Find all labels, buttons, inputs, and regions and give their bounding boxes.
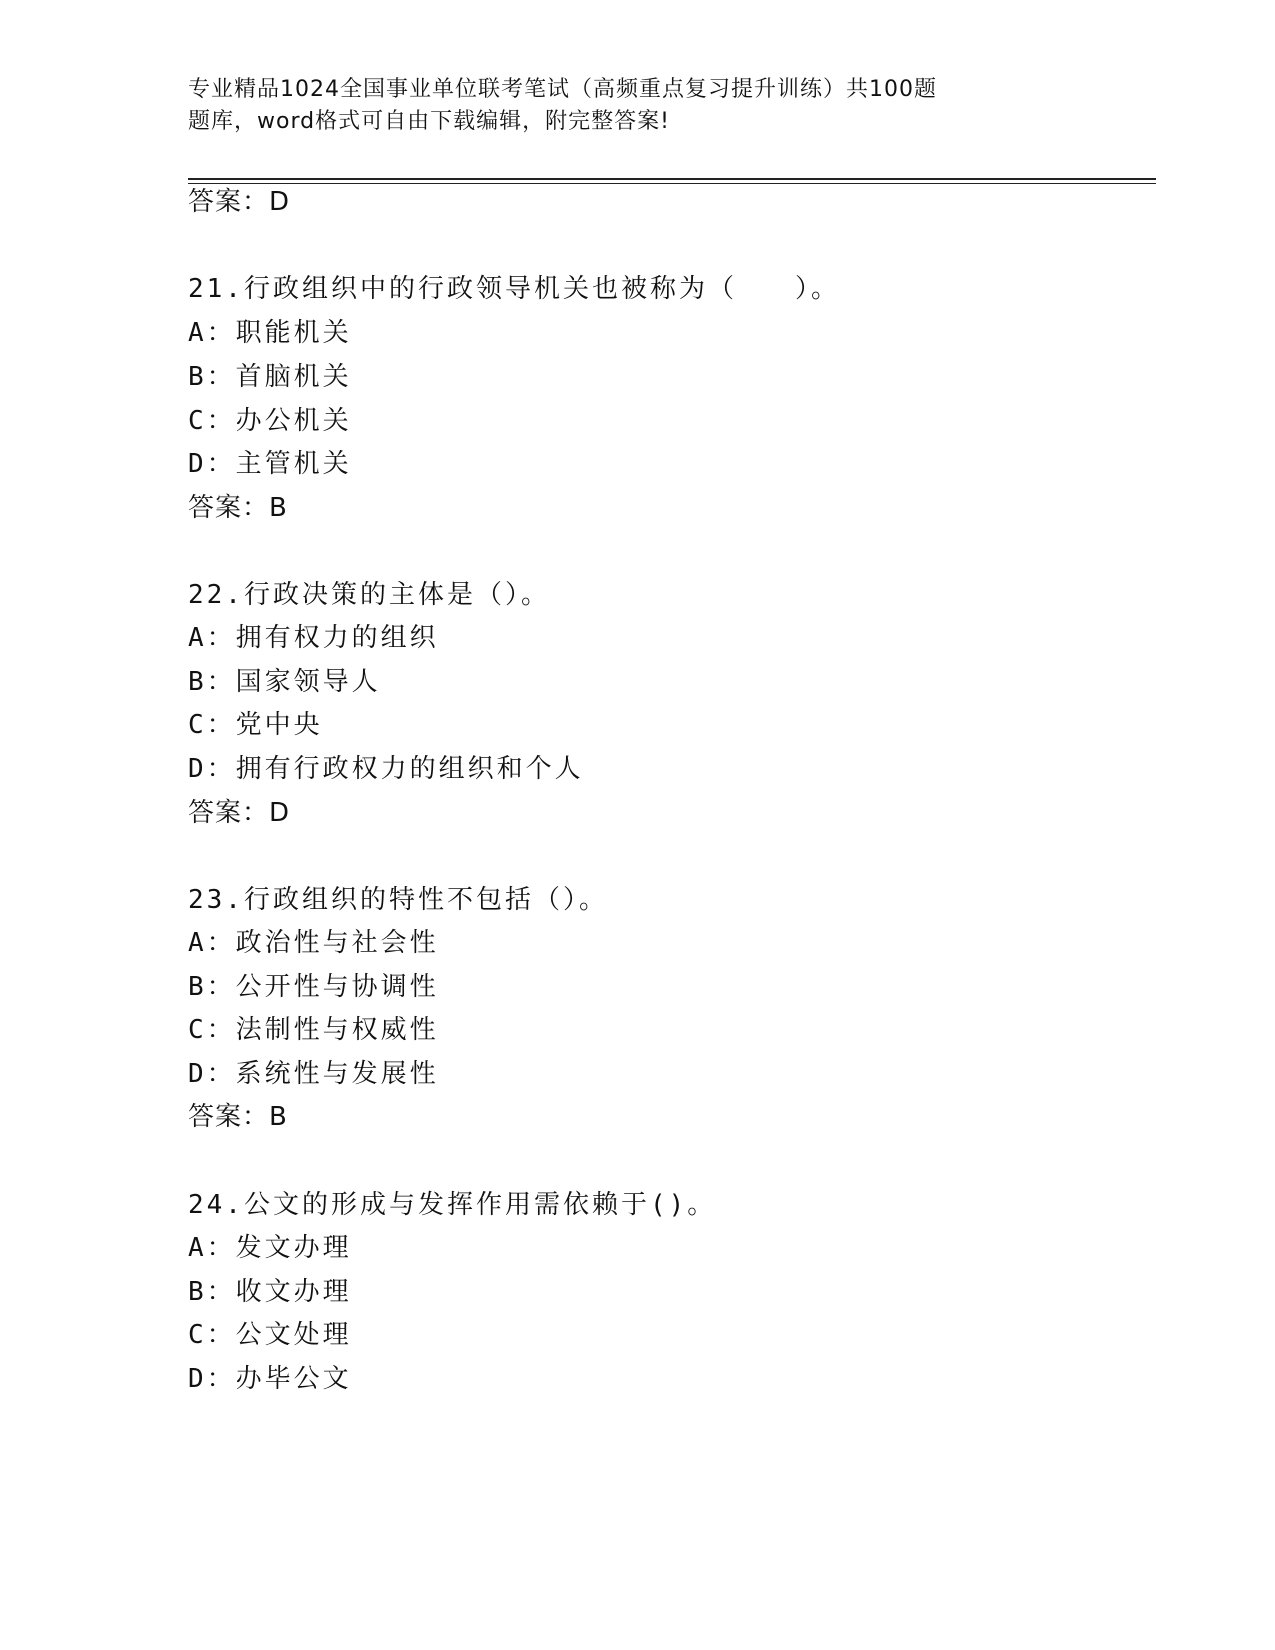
header-title-line2: 题库，word格式可自由下载编辑，附完整答案! bbox=[188, 109, 670, 134]
option-a: A：职能机关 bbox=[188, 318, 352, 348]
option-d: D：办毕公文 bbox=[188, 1364, 352, 1394]
option-d: D：系统性与发展性 bbox=[188, 1059, 439, 1089]
option-c: C：公文处理 bbox=[188, 1320, 352, 1350]
option-c: C：党中央 bbox=[188, 710, 323, 740]
header-divider-thin bbox=[188, 183, 1156, 184]
option-d: D：拥有行政权力的组织和个人 bbox=[188, 754, 584, 784]
option-b: B：公开性与协调性 bbox=[188, 972, 439, 1002]
option-a: A：政治性与社会性 bbox=[188, 928, 439, 958]
option-a: A：拥有权力的组织 bbox=[188, 623, 439, 653]
header-title-line1: 专业精品1024全国事业单位联考笔试（高频重点复习提升训练）共100题 bbox=[188, 77, 937, 102]
question-stem: 23.行政组织的特性不包括（）。 bbox=[188, 885, 608, 915]
option-a: A：发文办理 bbox=[188, 1233, 352, 1263]
option-c: C：法制性与权威性 bbox=[188, 1015, 439, 1045]
option-b: B：首脑机关 bbox=[188, 362, 352, 392]
answer: 答案：D bbox=[188, 798, 291, 828]
document-header bbox=[188, 74, 1008, 138]
question-stem: 22.行政决策的主体是（）。 bbox=[188, 580, 550, 610]
question-stem: 21.行政组织中的行政领导机关也被称为（ ）。 bbox=[188, 274, 840, 304]
option-d: D：主管机关 bbox=[188, 449, 352, 479]
question-stem: 24.公文的形成与发挥作用需依赖于()。 bbox=[188, 1190, 717, 1220]
answer: 答案：B bbox=[188, 493, 288, 523]
header-divider bbox=[188, 178, 1156, 180]
option-b: B：国家领导人 bbox=[188, 667, 381, 697]
answer: 答案：B bbox=[188, 1102, 288, 1132]
previous-answer: 答案：D bbox=[188, 187, 291, 217]
option-b: B：收文办理 bbox=[188, 1277, 352, 1307]
option-c: C：办公机关 bbox=[188, 406, 352, 436]
